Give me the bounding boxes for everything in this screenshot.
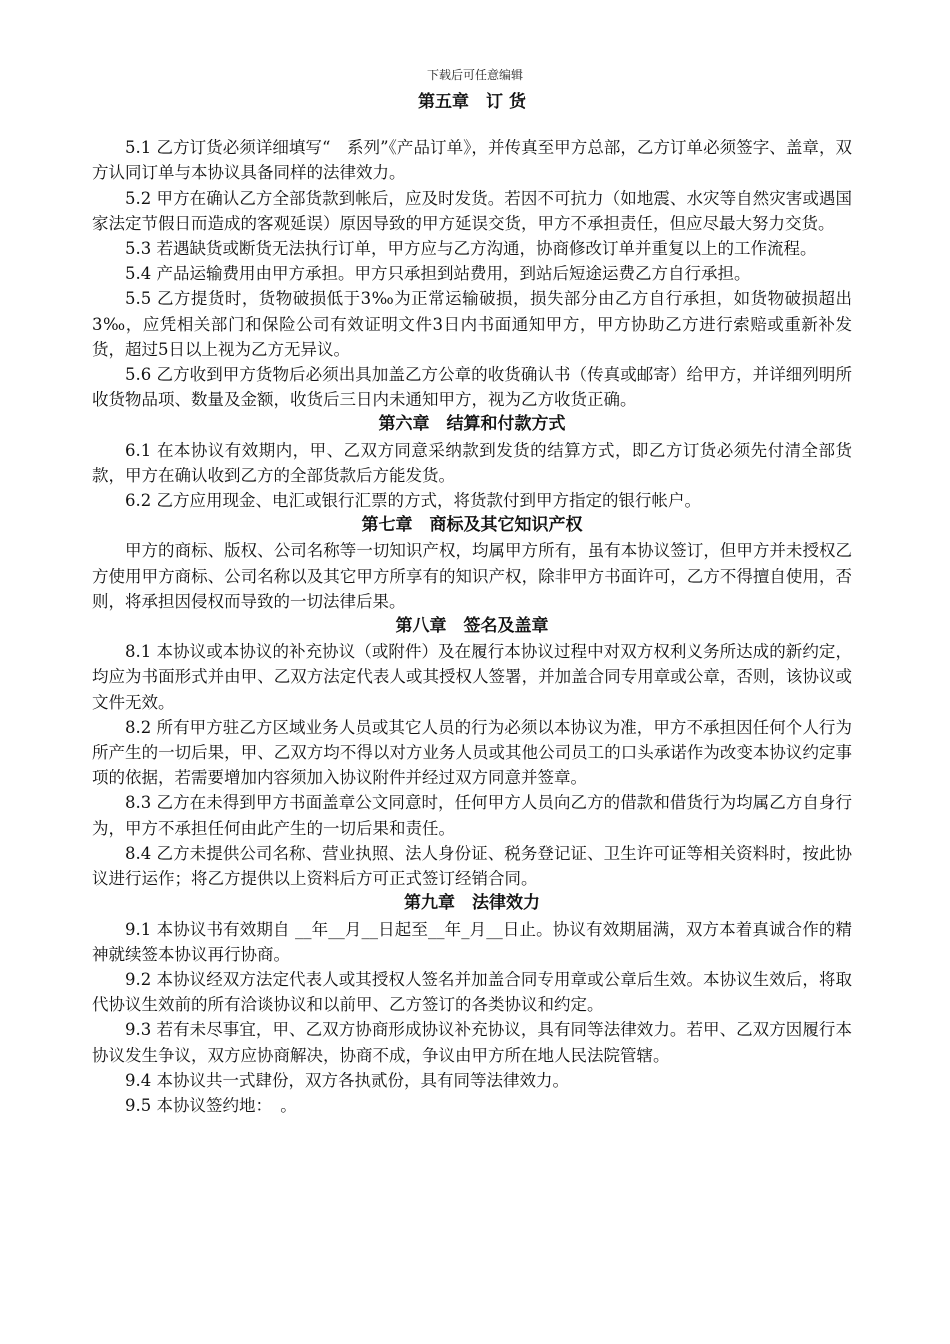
clause-9-1: 9.1 本协议书有效期自 __年__月__日起至__年_月__日止。协议有效期届满，双方本着真诚合作的精神就续签本协议再行协商。	[92, 919, 852, 964]
clause-5-4: 5.4 产品运输费用由甲方承担。甲方只承担到站费用，到站后短途运费乙方自行承担。	[125, 264, 751, 284]
clause-9-5: 9.5 本协议签约地： 。	[125, 1095, 297, 1115]
clause-8-3: 8.3 乙方在未得到甲方书面盖章公文同意时，任何甲方人员向乙方的借款和借货行为均属乙方自身行为，甲方不承担任何由此产生的一切后果和责任。	[92, 793, 852, 838]
chapter-8-title: 第八章 签名及盖章	[395, 616, 549, 637]
chapter-5-title: 第五章 订 货	[418, 92, 526, 112]
clause-6-1: 6.1 在本协议有效期内，甲、乙双方同意采纳款到发货的结算方式，即乙方订货必须先付清全部货款，甲方在确认收到乙方的全部货款后方能发货。	[92, 440, 852, 485]
clause-9-4: 9.4 本协议共一式肆份，双方各执贰份，具有同等法律效力。	[125, 1070, 569, 1090]
chapter-6-title: 第六章 结算和付款方式	[378, 414, 566, 435]
header-note: 下载后可任意编辑	[426, 68, 523, 82]
clause-9-3: 9.3 若有未尽事宜，甲、乙双方协商形成协议补充协议，具有同等法律效力。若甲、乙双方因履行本协议发生争议，双方应协商解决，协商不成，争议由甲方所在地人民法院管辖。	[92, 1020, 852, 1065]
clause-7-text: 甲方的商标、版权、公司名称等一切知识产权，均属甲方所有，虽有本协议签订，但甲方并未授权乙方使用甲方商标、公司名称以及其它甲方所享有的知识产权，除非甲方书面许可，乙方不得擅自使用，否则，将承担因侵权而导致的一切法律后果。	[92, 541, 852, 611]
clause-8-1: 8.1 本协议或本协议的补充协议（或附件）及在履行本协议过程中对双方权利义务所达成的新约定，均应为书面形式并由甲、乙双方法定代表人或其授权人签署，并加盖合同专用章或公章，否则，该协议或文件无效。	[92, 642, 852, 712]
clause-5-2: 5.2 甲方在确认乙方全部货款到帐后，应及时发货。若因不可抗力（如地震、水灾等自然灾害或遇国家法定节假日而造成的客观延误）原因导致的甲方延误交货，甲方不承担责任，但应尽最大努力交货。	[92, 188, 852, 233]
clause-8-2: 8.2 所有甲方驻乙方区域业务人员或其它人员的行为必须以本协议为准，甲方不承担因任何个人行为所产生的一切后果，甲、乙双方均不得以对方业务人员或其他公司员工的口头承诺作为改变本协议约定事项的依据，若需要增加内容须加入协议附件并经过双方同意并签章。	[92, 717, 852, 788]
clause-5-1: 5.1 乙方订货必须详细填写“ 系列”《产品订单》，并传真至甲方总部，乙方订单必须签字、盖章，双方认同订单与本协议具备同样的法律效力。	[92, 138, 852, 183]
clause-8-4: 8.4 乙方未提供公司名称、营业执照、法人身份证、税务登记证、卫生许可证等相关资料时，按此协议进行运作；将乙方提供以上资料后方可正式签订经销合同。	[92, 843, 852, 889]
clause-5-5: 5.5 乙方提货时，货物破损低于3‰为正常运输破损，损失部分由乙方自行承担，如货物破损超出3‰，应凭相关部门和保险公司有效证明文件3日内书面通知甲方，甲方协助乙方进行索赔或重新补发货，超过5日以上视为乙方无异议。	[92, 289, 852, 359]
clause-5-6: 5.6 乙方收到甲方货物后必须出具加盖乙方公章的收货确认书（传真或邮寄）给甲方，并详细列明所收货物品项、数量及金额，收货后三日内未通知甲方，视为乙方收货正确。	[92, 365, 852, 410]
clause-5-3: 5.3 若遇缺货或断货无法执行订单，甲方应与乙方沟通，协商修改订单并重复以上的工作流程。	[125, 239, 817, 259]
document-body	[92, 90, 852, 1118]
clause-6-2: 6.2 乙方应用现金、电汇或银行汇票的方式，将货款付到甲方指定的银行帐户。	[125, 491, 701, 511]
chapter-7-title: 第七章 商标及其它知识产权	[361, 515, 583, 536]
chapter-9-title: 第九章 法律效力	[404, 893, 540, 914]
clause-9-2: 9.2 本协议经双方法定代表人或其授权人签名并加盖合同专用章或公章后生效。本协议生效后，将取代协议生效前的所有洽谈协议和以前甲、乙方签订的各类协议和约定。	[92, 969, 852, 1015]
